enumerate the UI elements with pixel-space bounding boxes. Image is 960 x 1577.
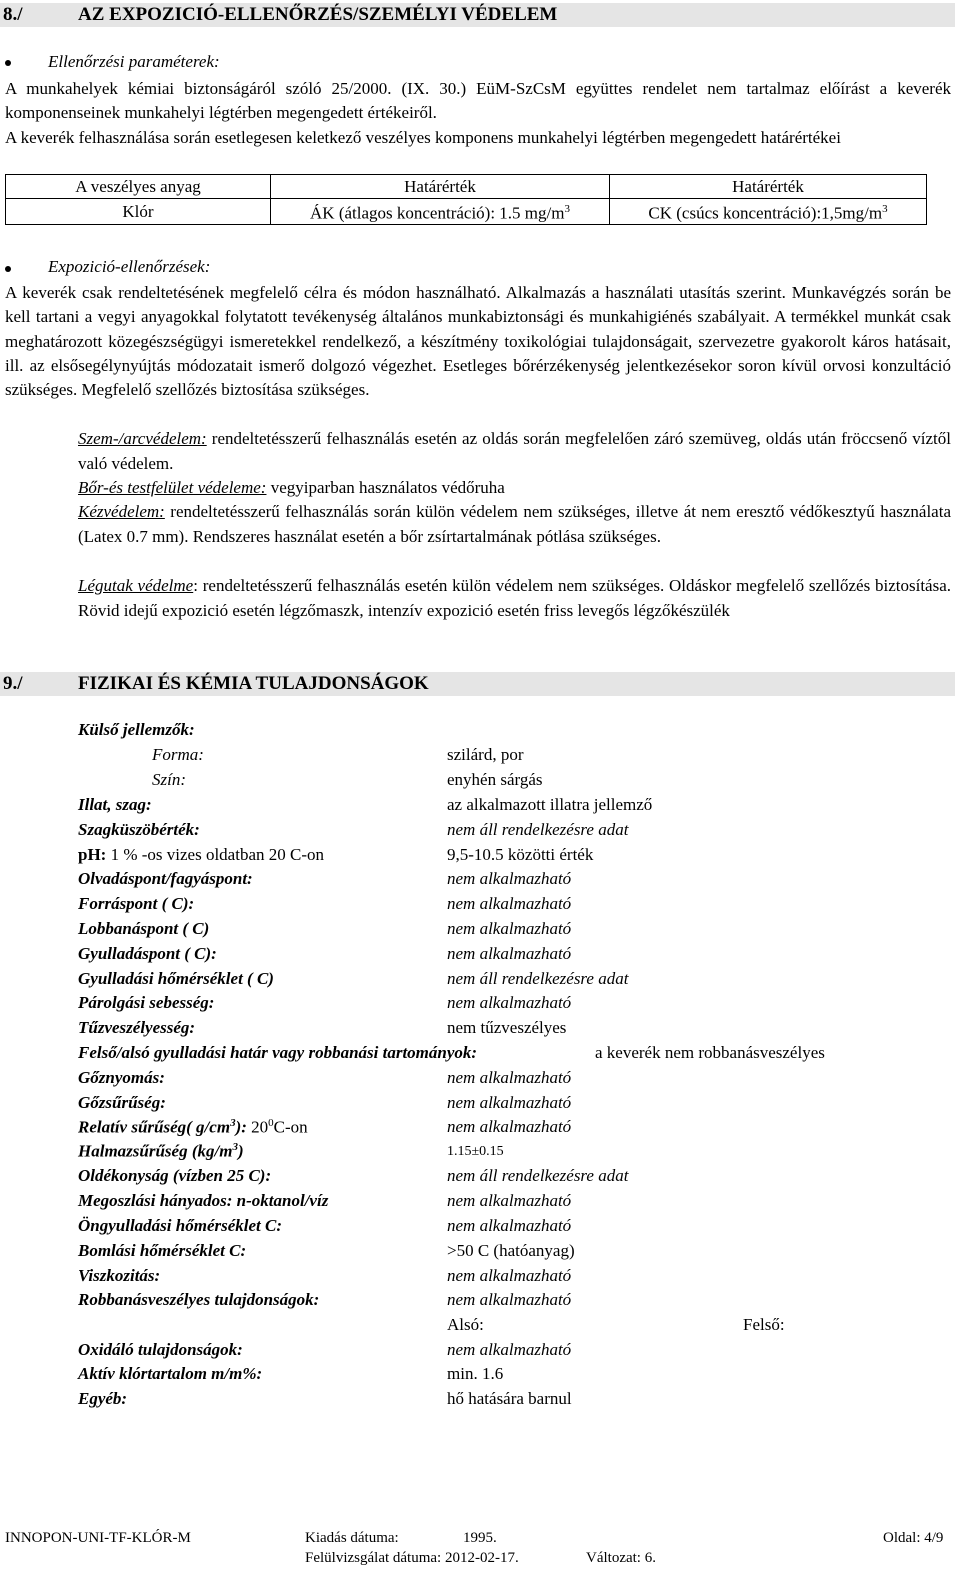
halm-label-end: ) bbox=[237, 1141, 244, 1161]
issue-date-label: Kiadás dátuma: bbox=[305, 1530, 399, 1546]
section-number: 8./ bbox=[3, 4, 23, 25]
hand-text: rendeltetésszerű felhasználás során külön védelem nem szükséges, illetve át nem eresztő védőkesztyű használata (Latex 0.7 mm). Rendszeres használat esetén a bőr zsírtartalmának pótlása szükséges. bbox=[78, 502, 951, 546]
bullet bbox=[5, 60, 11, 66]
prop-label: Gőznyomás: bbox=[78, 1068, 165, 1087]
rel-temp-unit: C-on bbox=[273, 1117, 308, 1137]
version: Változat: 6. bbox=[586, 1550, 656, 1566]
prop-value: nem alkalmazható bbox=[447, 993, 572, 1012]
prop-label: Szagküszöbérték: bbox=[78, 820, 200, 839]
prop-value: nem alkalmazható bbox=[447, 944, 572, 963]
prop-label: Aktív klórtartalom m/m%: bbox=[78, 1364, 263, 1383]
prop-value: 1.15±0.15 bbox=[447, 1144, 504, 1159]
prop-value: nem alkalmazható bbox=[447, 1093, 572, 1112]
prop-value: nem tűzveszélyes bbox=[447, 1018, 567, 1037]
superscript: 3 bbox=[230, 1117, 236, 1129]
params-heading: Ellenőrzési paraméterek: bbox=[48, 52, 220, 71]
prop-value: nem áll rendelkezésre adat bbox=[447, 820, 629, 839]
prop-value: az alkalmazott illatra jellemző bbox=[447, 795, 653, 814]
prop-label: Forráspont ( C): bbox=[78, 894, 195, 913]
prop-label: Forma: bbox=[152, 745, 204, 764]
exposure-heading: Expozició-ellenőrzések: bbox=[48, 257, 211, 276]
prop-label: Megoszlási hányados: n-oktanol/víz bbox=[78, 1191, 329, 1210]
prop-label: Gyulladási hőmérséklet ( C) bbox=[78, 969, 274, 988]
halm-label: Halmazsűrűség (kg/m bbox=[78, 1141, 233, 1161]
prop-label: Oxidáló tulajdonságok: bbox=[78, 1340, 243, 1359]
rel-label-end: ): bbox=[235, 1117, 247, 1137]
eye-text: rendeltetésszerű felhasználás esetén az oldás során megfelelően záró szemüveg, oldás után fröccsenő víztől való védelem. bbox=[78, 429, 951, 473]
params-paragraph-1: A munkahelyek kémiai biztonságáról szóló 25/2000. (IX. 30.) EüM-SzCsM együttes rendelet nem tartalmaz előírást a keverék komponenseinek munkahelyi légtérben megengedett értékeiről. bbox=[5, 79, 951, 122]
issue-date-value: 1995. bbox=[463, 1530, 497, 1546]
prop-value: szilárd, por bbox=[447, 745, 524, 764]
prop-label: Szín: bbox=[152, 770, 186, 789]
table-header-row bbox=[6, 175, 927, 199]
section-9-header bbox=[0, 672, 955, 696]
prop-label: Robbanásveszélyes tulajdonságok: bbox=[78, 1290, 320, 1309]
review-date: Felülvizsgálat dátuma: 2012-02-17. bbox=[305, 1550, 519, 1566]
skin-label: Bőr-és testfelület védeleme: bbox=[78, 478, 267, 497]
prop-value: nem alkalmazható bbox=[447, 1290, 572, 1309]
prop-value: nem áll rendelkezésre adat bbox=[447, 1166, 629, 1185]
external-heading: Külső jellemzők: bbox=[78, 720, 195, 739]
params-paragraph-2: A keverék felhasználása során esetlegesen keletkező veszélyes komponens munkahelyi légtérben megengedett határértékei bbox=[5, 128, 841, 147]
hand-label: Kézvédelem: bbox=[78, 502, 165, 521]
prop-value: nem alkalmazható bbox=[447, 894, 572, 913]
prop-value: hő hatására barnul bbox=[447, 1389, 572, 1408]
section-number: 9./ bbox=[3, 673, 23, 694]
prop-value: min. 1.6 bbox=[447, 1364, 504, 1383]
prop-value: nem alkalmazható bbox=[447, 1340, 572, 1359]
prop-value: nem alkalmazható bbox=[447, 1117, 572, 1136]
eye-protection bbox=[78, 427, 951, 476]
limit-table bbox=[5, 174, 927, 225]
page-number: Oldal: 4/9 bbox=[883, 1530, 944, 1546]
limit-ck: CK (csúcs koncentráció):1,5mg/m bbox=[648, 203, 883, 223]
limit-ak: ÁK (átlagos koncentráció): 1.5 mg/m bbox=[310, 203, 565, 223]
respiratory-protection bbox=[78, 574, 951, 623]
section-title: AZ EXPOZICIÓ-ELLENŐRZÉS/SZEMÉLYI VÉDELEM bbox=[78, 4, 558, 25]
prop-value: >50 C (hatóanyag) bbox=[447, 1241, 575, 1260]
document-code: INNOPON-UNI-TF-KLÓR-M bbox=[5, 1530, 191, 1546]
prop-label: Egyéb: bbox=[78, 1389, 128, 1408]
prop-label bbox=[78, 1117, 308, 1138]
table-cell: A veszélyes anyag bbox=[6, 175, 271, 199]
table-row bbox=[6, 199, 927, 225]
table-cell: Határérték bbox=[610, 175, 927, 199]
exposure-paragraph: A keverék csak rendeltetésének megfelelő célra és módon használható. Alkalmazás a használati utasítás szerint. Munkavégzés során be kell tartani a vegyi anyagokkal folytatott tevékenység általános munkabiztonsági és munkahigiénés szabályait. A termékkel munkát csak meghatározott közegészségügyi ismeretekkel rendelkező, a készítmény toxikológiai tulajdonságait, szervezetre gyakorolt káros hatásait, ill. az elsősegélynyújtás módozatait ismerő dolgozó végezhet. Esetleges bőrérzékenység jelentkezésekor soron kívül orvosi konzultáció szükséges. Megfelelő szellőzés biztosítása szükséges. bbox=[5, 283, 951, 400]
prop-label bbox=[78, 845, 324, 865]
prop-value: nem alkalmazható bbox=[447, 1266, 572, 1285]
table-cell: Klór bbox=[6, 199, 271, 225]
resp-text: : rendeltetésszerű felhasználás esetén külön védelem nem szükséges. Oldáskor megfelelő szellőzés biztosítása. Rövid idejű expozició esetén légzőmaszk, intenzív expozició esetén friss levegős légzőkészülék bbox=[78, 576, 951, 620]
prop-value: nem áll rendelkezésre adat bbox=[447, 969, 629, 988]
prop-label: Felső/alsó gyulladási határ vagy robbanási tartományok: bbox=[78, 1043, 478, 1062]
upper-limit-label: Felső: bbox=[743, 1315, 785, 1334]
table-cell bbox=[610, 199, 927, 225]
prop-label: Tűzveszélyesség: bbox=[78, 1018, 196, 1037]
eye-label: Szem-/arcvédelem: bbox=[78, 429, 207, 448]
prop-value: nem alkalmazható bbox=[447, 1191, 572, 1210]
prop-value: nem alkalmazható bbox=[447, 1216, 572, 1235]
prop-label: Viszkozitás: bbox=[78, 1266, 161, 1285]
prop-label: Párolgási sebesség: bbox=[78, 993, 215, 1012]
prop-value: nem alkalmazható bbox=[447, 919, 572, 938]
table-cell: Határérték bbox=[271, 175, 610, 199]
resp-label: Légutak védelme bbox=[78, 576, 194, 595]
prop-label: Bomlási hőmérséklet C: bbox=[78, 1241, 247, 1260]
prop-value: enyhén sárgás bbox=[447, 770, 543, 789]
prop-label: Olvadáspont/fagyáspont: bbox=[78, 869, 253, 888]
section-8-header bbox=[0, 3, 955, 27]
prop-value: nem alkalmazható bbox=[447, 1068, 572, 1087]
lower-limit-label: Alsó: bbox=[447, 1315, 484, 1334]
superscript: 0 bbox=[268, 1117, 274, 1129]
skin-text: vegyiparban használatos védőruha bbox=[266, 478, 505, 497]
superscript: 3 bbox=[232, 1141, 238, 1153]
prop-label: Gyulladáspont ( C): bbox=[78, 944, 217, 963]
prop-label: Illat, szag: bbox=[78, 795, 152, 814]
prop-label: Gőzsűrűség: bbox=[78, 1093, 166, 1112]
prop-label bbox=[78, 1141, 244, 1162]
rel-label: Relatív sűrűség( g/cm bbox=[78, 1117, 231, 1137]
ph-label: pH: bbox=[78, 845, 107, 864]
prop-label: Oldékonyság (vízben 25 C): bbox=[78, 1166, 272, 1185]
superscript: 3 bbox=[882, 203, 888, 215]
prop-label: Öngyulladási hőmérséklet C: bbox=[78, 1216, 283, 1235]
section-title: FIZIKAI ÉS KÉMIA TULAJDONSÁGOK bbox=[78, 673, 429, 694]
table-cell bbox=[271, 199, 610, 225]
prop-value: 9,5-10.5 közötti érték bbox=[447, 845, 594, 864]
prop-label: Lobbanáspont ( C) bbox=[78, 919, 210, 938]
skin-protection bbox=[78, 476, 951, 501]
prop-value: nem alkalmazható bbox=[447, 869, 572, 888]
prop-value: a keverék nem robbanásveszélyes bbox=[595, 1043, 825, 1062]
hand-protection bbox=[78, 500, 951, 549]
rel-temp: 20 bbox=[246, 1117, 269, 1137]
superscript: 3 bbox=[564, 203, 570, 215]
ph-condition: 1 % -os vizes oldatban 20 C-on bbox=[106, 845, 324, 864]
bullet bbox=[5, 266, 11, 272]
